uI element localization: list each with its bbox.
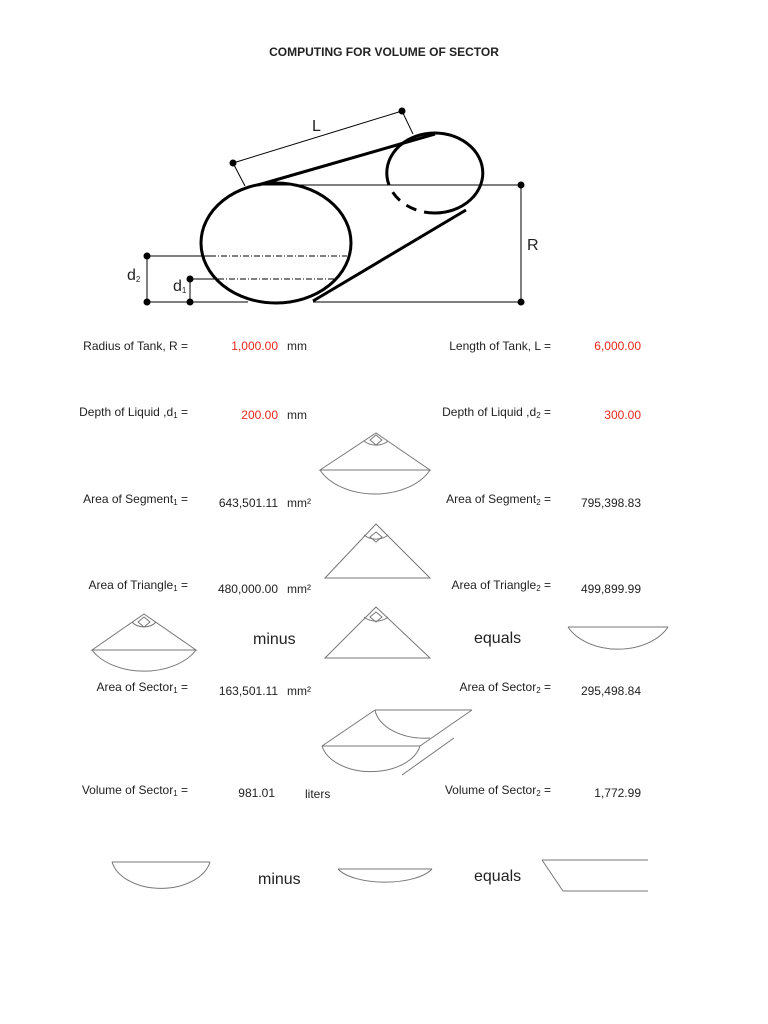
minus-operator: minus: [253, 631, 296, 648]
triangle2-value: 499,899.99: [580, 582, 641, 596]
depth1-unit: mm: [287, 408, 307, 422]
volume1-unit: liters: [305, 787, 331, 801]
segment2-value: 795,398.83: [580, 496, 641, 510]
sector2-value: 295,498.84: [580, 684, 641, 698]
segment1-value: 643,501.11: [218, 496, 278, 510]
length-field-label: Length of Tank, L =: [449, 339, 551, 353]
segment2-label: Area of Segment$_2$ =: [446, 492, 551, 507]
volume1-label: Volume of Sector$_1$ =: [81, 783, 188, 798]
length-label: L: [312, 118, 321, 135]
radius-value: 1,000.00: [231, 339, 278, 353]
radius-field-label: Radius of Tank, R =: [83, 339, 188, 353]
d2-label: $d_2$: [127, 267, 141, 284]
sector1-unit: mm²: [287, 684, 311, 698]
equals-operator-bottom: equals: [474, 868, 522, 885]
triangle1-unit: mm²: [287, 582, 311, 596]
sector1-value: 163,501.11: [218, 684, 278, 698]
minus-operator-bottom: minus: [258, 871, 301, 888]
d1-label: $d_1$: [173, 278, 187, 295]
segment1-unit: mm²: [287, 496, 311, 510]
depth2-value: 300.00: [604, 408, 641, 422]
triangle1-label: Area of Triangle$_1$ =: [88, 578, 188, 593]
radius-unit: mm: [287, 339, 307, 353]
sector1-label: Area of Sector$_1$ =: [96, 680, 188, 695]
depth1-value: 200.00: [241, 408, 278, 422]
sector2-label: Area of Sector$_2$ =: [459, 680, 551, 695]
triangle2-label: Area of Triangle$_2$ =: [451, 578, 551, 593]
radius-label: R: [527, 237, 539, 254]
equals-operator: equals: [474, 630, 522, 647]
depth2-label: Depth of Liquid $,d_2$ =: [442, 405, 551, 420]
length-value: 6,000.00: [594, 339, 641, 353]
segment1-label: Area of Segment$_1$ =: [83, 492, 188, 507]
volume2-label: Volume of Sector$_2$ =: [444, 783, 551, 798]
triangle1-value: 480,000.00: [217, 582, 278, 596]
page-title: COMPUTING FOR VOLUME OF SECTOR: [269, 45, 499, 59]
volume1-value: 981.01: [238, 786, 275, 800]
depth1-label: Depth of Liquid $,d_1$ =: [79, 405, 188, 420]
volume2-value: 1,772.99: [594, 786, 641, 800]
